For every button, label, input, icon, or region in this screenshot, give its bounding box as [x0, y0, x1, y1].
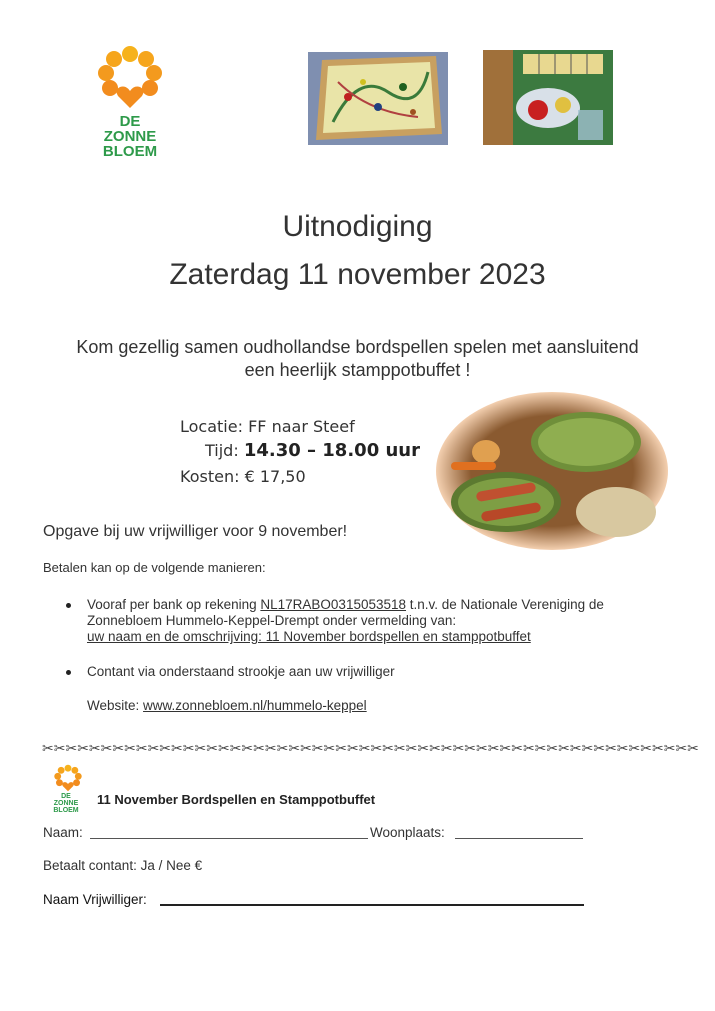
small-logo-line-1: DE — [61, 793, 71, 800]
name-label: Naam: — [43, 825, 83, 840]
intro-line-2: een heerlijk stamppotbuffet ! — [244, 360, 471, 380]
board-game-2-photo — [483, 50, 613, 145]
zonnebloem-logo-icon — [88, 42, 172, 112]
bank-pre: Vooraf per bank op rekening — [87, 597, 257, 612]
cash-paid-row: Betaalt contant: Ja / Nee € — [43, 858, 203, 873]
scissors-icon: ✂✂✂✂✂✂✂✂✂✂✂✂✂✂✂✂✂✂✂✂✂✂✂✂✂✂✂✂✂✂✂✂✂✂✂✂✂✂✂✂✂✂✂✂✂✂✂✂✂✂✂✂✂✂✂✂ — [42, 741, 699, 757]
logo-line-2: ZONNE — [103, 128, 157, 145]
location-value: FF naar Steef — [248, 417, 355, 436]
website-row — [87, 698, 367, 713]
logo-line-3: BLOEM — [102, 143, 158, 160]
name-field[interactable] — [90, 838, 368, 839]
intro-line-1: Kom gezellig samen oudhollandse bordspellen spelen met aansluitend — [76, 337, 639, 357]
time-label: Tijd: — [205, 441, 239, 460]
time-row — [205, 440, 420, 461]
bank-line-3: uw naam en de omschrijving: 11 November bordspellen en stamppotbuffet — [87, 629, 531, 644]
cost-row — [180, 467, 306, 486]
location-row — [180, 417, 355, 436]
stamppot-photo — [436, 392, 668, 550]
logo-top — [88, 42, 172, 160]
residence-field[interactable] — [455, 838, 583, 839]
website-label: Website: — [87, 698, 140, 713]
website-link[interactable]: www.zonnebloem.nl/hummelo-keppel — [143, 698, 367, 713]
logo-small — [46, 763, 86, 813]
volunteer-label: Naam Vrijwilliger: — [43, 892, 147, 907]
cost-value: € 17,50 — [244, 467, 306, 486]
bank-line-2: Zonnebloem Hummelo-Keppel-Drempt onder vermelding van: — [87, 613, 457, 628]
bank-post: t.n.v. de Nationale Vereniging de — [409, 597, 604, 612]
location-label: Locatie: — [180, 417, 243, 436]
bank-payment — [87, 597, 604, 645]
small-logo-line-3: BLOEM — [53, 807, 79, 814]
residence-label: Woonplaats: — [370, 825, 445, 840]
intro-text — [40, 336, 675, 382]
page-title: Uitnodiging — [282, 210, 433, 243]
bullet-2 — [66, 670, 71, 675]
volunteer-field[interactable] — [160, 904, 584, 906]
payment-intro: Betalen kan op de volgende manieren: — [43, 560, 266, 575]
time-value: 14.30 – 18.00 uur — [243, 440, 420, 461]
bullet-1 — [66, 603, 71, 608]
registration-note: Opgave bij uw vrijwilliger voor 9 november! — [43, 523, 348, 540]
small-logo-line-2: ZONNE — [53, 800, 79, 807]
zonnebloem-small-logo-icon — [48, 763, 88, 793]
slip-title: 11 November Bordspellen en Stamppotbuffet — [97, 792, 376, 807]
cash-payment: Contant via onderstaand strookje aan uw vrijwilliger — [87, 664, 395, 679]
iban: NL17RABO0315053518 — [260, 597, 407, 612]
logo-line-1: DE — [119, 113, 141, 130]
event-date: Zaterdag 11 november 2023 — [169, 258, 546, 291]
board-game-photo — [308, 52, 448, 145]
cost-label: Kosten: — [180, 467, 240, 486]
